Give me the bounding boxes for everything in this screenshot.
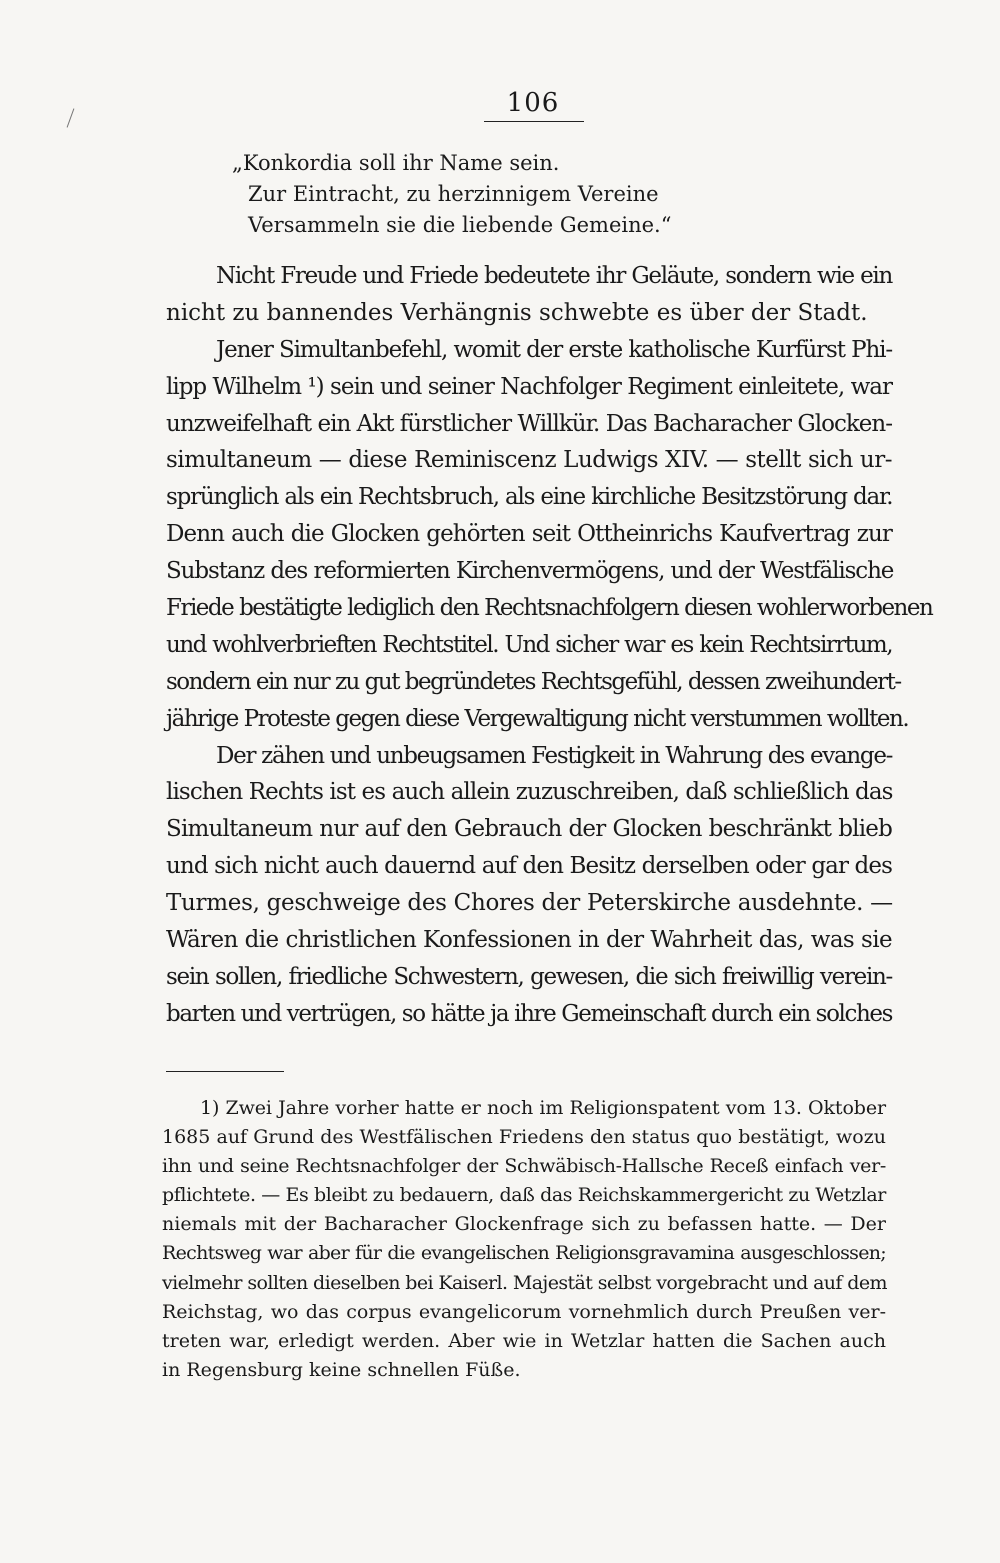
- footnote-line: in Regensburg keine schnellen Füße.: [162, 1358, 521, 1381]
- text-line: Wären die christlichen Konfessionen in der Wahrheit das, was sie: [166, 927, 892, 954]
- footnote-line: Rechtsweg war aber für die evangelischen Religionsgravamina ausgeschlossen;: [162, 1242, 886, 1265]
- poem-line: Zur Eintracht, zu herzinnigem Vereine: [248, 182, 659, 206]
- text-line: Substanz des reformierten Kirchenvermögens, und der Westfälische: [166, 558, 894, 585]
- footnote-line: 1) Zwei Jahre vorher hatte er noch im Religionspatent vom 13. Oktober: [200, 1097, 886, 1119]
- text-line: barten und vertrügen, so hätte ja ihre Gemeinschaft durch ein solches: [166, 1000, 892, 1027]
- footnote-separator: [166, 1071, 284, 1072]
- text-line: Der zähen und unbeugsamen Festigkeit in Wahrung des evange-: [216, 742, 893, 769]
- page-number-rule: [484, 121, 584, 122]
- footnote-line: Reichstag, wo das corpus evangelicorum vornehmlich durch Preußen ver-: [162, 1300, 886, 1323]
- text-line: sondern ein nur zu gut begründetes Rechtsgefühl, dessen zweihundert-: [166, 668, 901, 695]
- footnote-line: niemals mit der Bacharacher Glockenfrage sich zu befassen hatte. — Der: [162, 1213, 886, 1236]
- text-line: Friede bestätigte lediglich den Rechtsnachfolgern diesen wohlerworbenen: [166, 595, 933, 622]
- text-line: Simultaneum nur auf den Gebrauch der Glocken beschränkt blieb: [166, 816, 892, 843]
- main-text: [166, 258, 933, 1033]
- text-line: lischen Rechts ist es auch allein zuzuschreiben, daß schließlich das: [166, 779, 893, 806]
- text-line: und sich nicht auch dauernd auf den Besitz derselben oder gar des: [166, 853, 892, 880]
- footnote: [162, 1094, 886, 1385]
- text-line: und wohlverbrieften Rechtstitel. Und sicher war es kein Rechtsirrtum,: [166, 631, 892, 658]
- footnote-line: 1685 auf Grund des Westfälischen Friedens den status quo bestätigt, wozu: [162, 1126, 886, 1149]
- page-number: 106: [506, 88, 560, 118]
- poem-line: „Konkordia soll ihr Name sein.: [232, 151, 560, 175]
- footnote-line: pflichtete. — Es bleibt zu bedauern, daß das Reichskammergericht zu Wetzlar: [162, 1184, 886, 1207]
- text-line: Nicht Freude und Friede bedeutete ihr Geläute, sondern wie ein: [216, 263, 892, 289]
- footnote-line: treten war, erledigt werden. Aber wie in Wetzlar hatten die Sachen auch: [162, 1329, 886, 1352]
- footnote-line: ihn und seine Rechtsnachfolger der Schwäbisch-Hallsche Receß einfach ver-: [162, 1155, 886, 1178]
- text-line: unzweifelhaft ein Akt fürstlicher Willkür. Das Bacharacher Glocken-: [166, 410, 892, 437]
- text-line: Turmes, geschweige des Chores der Peterskirche ausdehnte. —: [166, 890, 893, 917]
- text-line: Denn auch die Glocken gehörten seit Ottheinrichs Kaufvertrag zur: [166, 521, 892, 548]
- text-line: lipp Wilhelm ¹) sein und seiner Nachfolger Regiment einleitete, war: [166, 373, 892, 400]
- text-line: sprünglich als ein Rechtsbruch, als eine kirchliche Besitzstörung dar.: [166, 484, 893, 511]
- footnote-line: vielmehr sollten dieselben bei Kaiserl. Majestät selbst vorgebracht und auf dem: [162, 1271, 887, 1294]
- text-line: sein sollen, friedliche Schwestern, gewesen, die sich freiwillig verein-: [166, 963, 892, 990]
- poem-line: Versammeln sie die liebende Gemeine.“: [248, 213, 672, 237]
- text-line: jährige Proteste gegen diese Vergewaltigung nicht verstummen wollten.: [166, 705, 909, 732]
- text-line: Jener Simultanbefehl, womit der erste katholische Kurfürst Phi-: [216, 336, 893, 363]
- text-line: nicht zu bannendes Verhängnis schwebte es über der Stadt.: [166, 299, 868, 326]
- text-line: simultaneum — diese Reminiscenz Ludwigs XIV. — stellt sich ur-: [166, 447, 892, 474]
- poem-quote: [228, 148, 788, 241]
